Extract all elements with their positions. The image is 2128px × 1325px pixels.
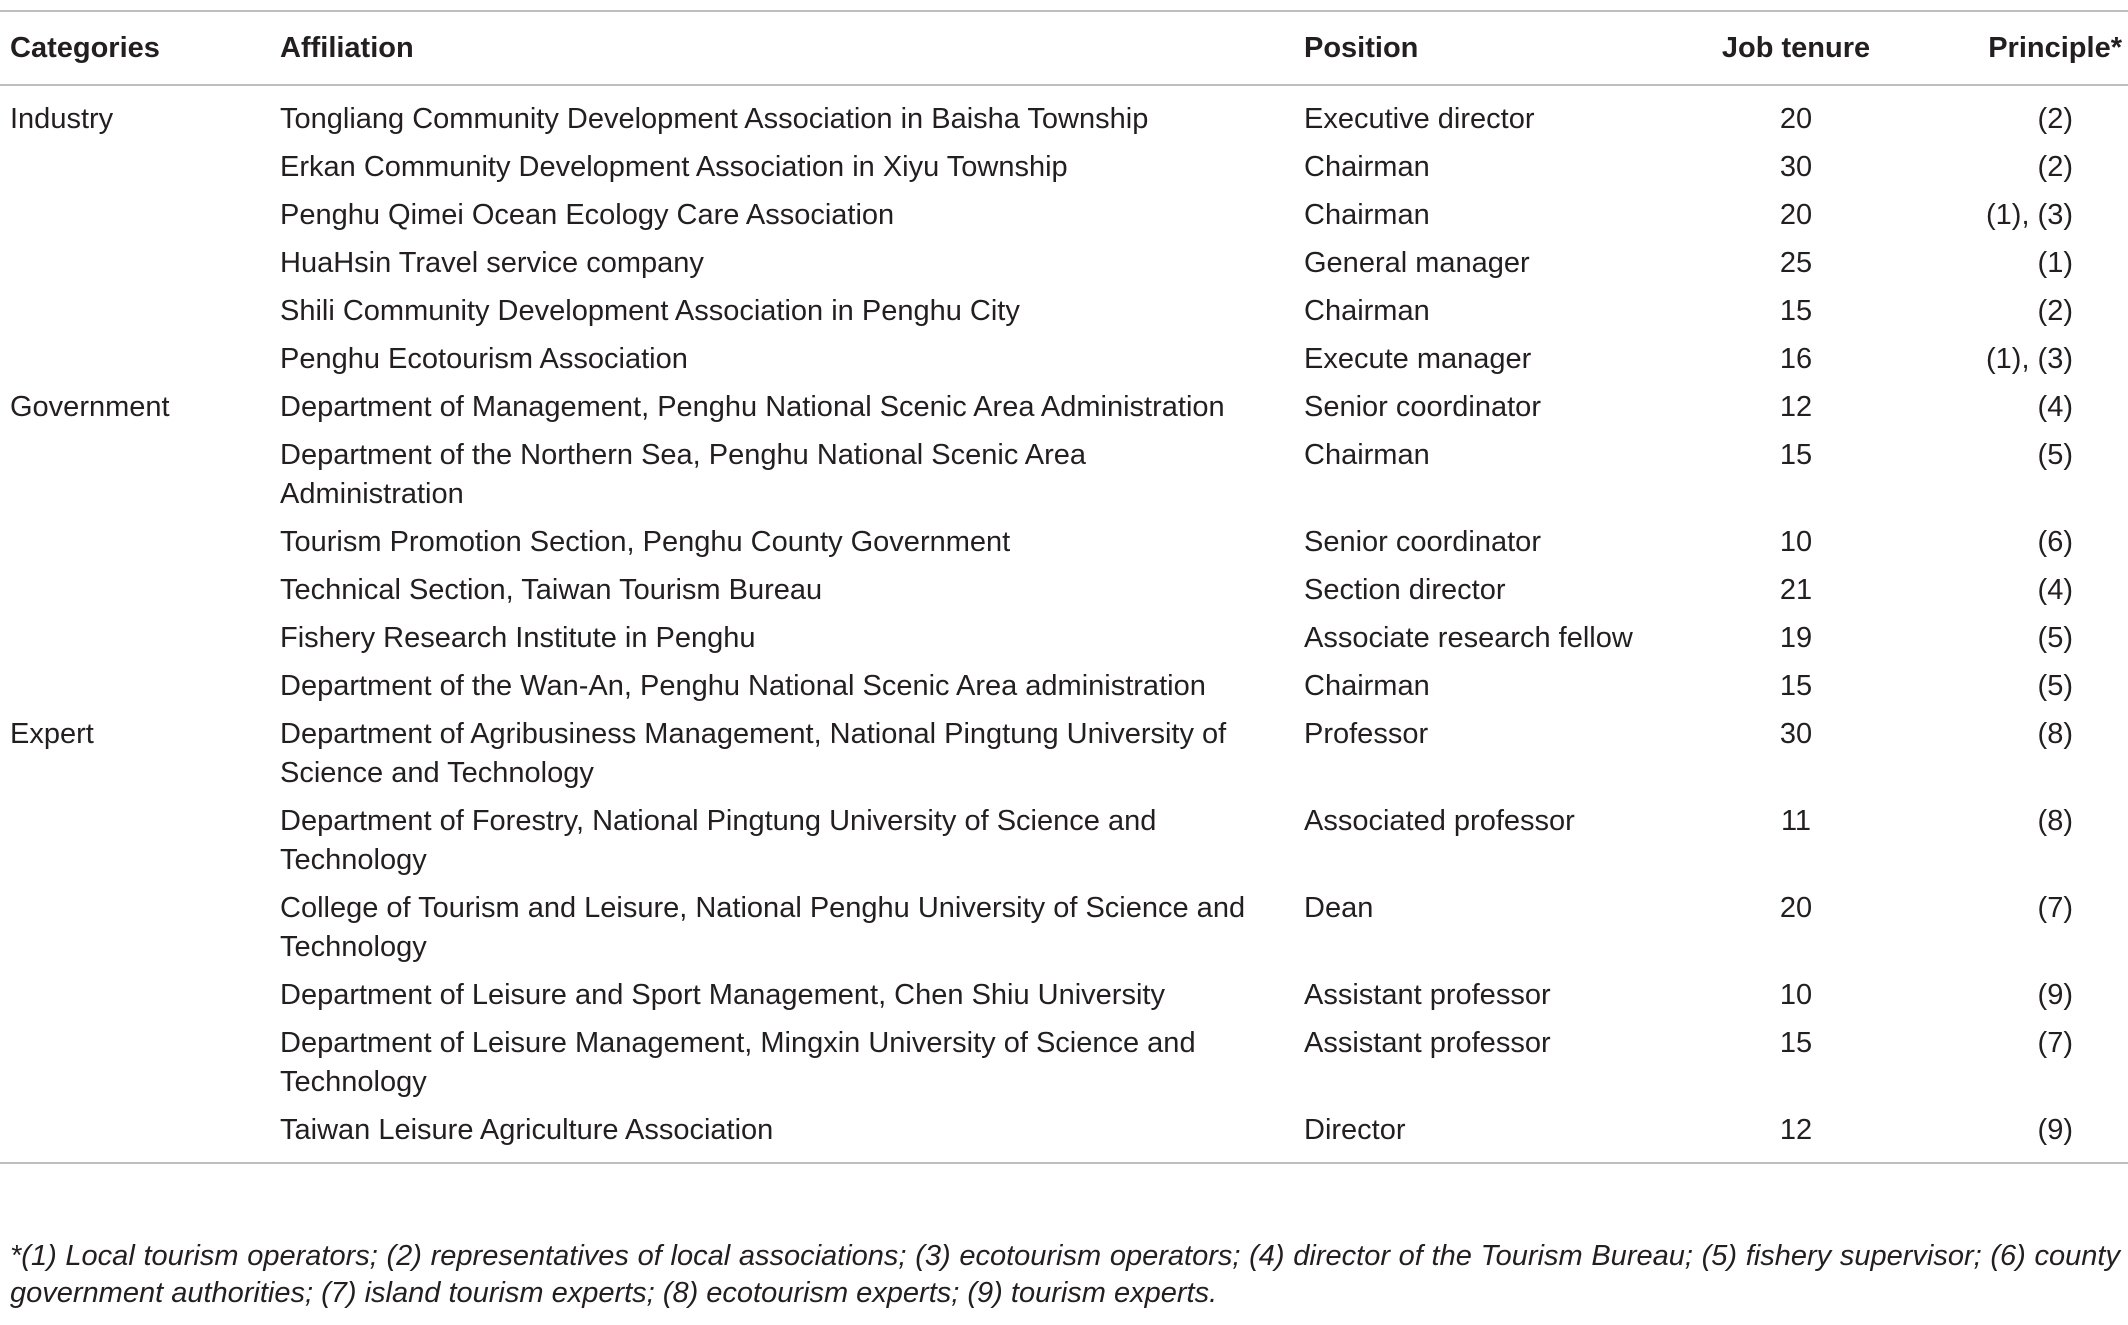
header-categories: Categories [10,32,160,64]
position-cell: Chairman [1304,670,1430,702]
principle-cell: (2) [2037,151,2073,183]
job-tenure-cell: 12 [1779,1114,1813,1146]
table-row [0,662,2128,710]
position-cell: Assistant professor [1304,979,1551,1011]
job-tenure-cell: 25 [1779,247,1813,279]
job-tenure-cell: 15 [1779,295,1813,327]
category-cell [0,287,270,335]
table-row [0,85,2128,143]
affiliation-cell: Penghu Ecotourism Association [280,343,688,375]
principle-cell: (8) [2037,805,2073,837]
position-cell: Senior coordinator [1304,526,1541,558]
job-tenure-cell: 21 [1779,574,1813,606]
affiliation-cell: Erkan Community Development Association in Xiyu Township [280,151,1068,183]
principle-cell: (1) [2037,247,2073,279]
affiliation-cell: Penghu Qimei Ocean Ecology Care Association [280,199,895,231]
header-job-tenure: Job tenure [1721,32,1871,64]
category-cell [0,431,270,518]
principle-cell: (8) [2037,718,2073,750]
principle-cell: (9) [2037,979,2073,1011]
position-cell: Dean [1304,892,1374,924]
position-cell: Chairman [1304,439,1430,471]
table-body [0,85,2128,1163]
principle-cell: (5) [2037,439,2073,471]
job-tenure-cell: 15 [1779,439,1813,471]
table-row [0,239,2128,287]
position-cell: Director [1304,1114,1406,1146]
affiliation-cell: College of Tourism and Leisure, National Penghu University of Science and Technology [280,892,1246,963]
affiliation-cell: Department of the Northern Sea, Penghu National Scenic Area Administration [280,439,1087,510]
table-header [0,11,2128,85]
header-affiliation: Affiliation [280,32,414,64]
job-tenure-cell: 10 [1779,979,1813,1011]
affiliation-cell: Tourism Promotion Section, Penghu County Government [280,526,1011,558]
job-tenure-cell: 11 [1780,805,1812,837]
affiliation-cell: Department of Forestry, National Pingtung University of Science and Technology [280,805,1157,876]
position-cell: Associate research fellow [1304,622,1633,654]
category-cell [0,884,270,971]
affiliation-cell: Department of Leisure Management, Mingxin University of Science and Technology [280,1027,1196,1098]
position-cell: Chairman [1304,151,1430,183]
principle-cell: (2) [2037,103,2073,135]
position-cell: General manager [1304,247,1530,279]
job-tenure-cell: 19 [1779,622,1813,654]
category-cell [0,239,270,287]
category-cell [0,191,270,239]
job-tenure-cell: 15 [1779,1027,1813,1059]
table-row [0,143,2128,191]
job-tenure-cell: 10 [1779,526,1813,558]
affiliation-cell: Taiwan Leisure Agriculture Association [280,1114,774,1146]
principle-cell: (5) [2037,622,2073,654]
principle-cell: (5) [2037,670,2073,702]
category-cell: Government [10,391,170,423]
position-cell: Assistant professor [1304,1027,1551,1059]
table-row [0,383,2128,431]
table-footnote: *(1) Local tourism operators; (2) representatives of local associations; (3) ecotourism operators; (4) director of the Tourism Bureau; (5) fishery supervisor; (6) county government authorities; (7) island tourism experts; (8) ecotourism experts; (9) tourism experts. [10,1240,2120,1309]
table-row [0,335,2128,383]
header-row [0,11,2128,85]
job-tenure-cell: 30 [1779,718,1813,750]
job-tenure-cell: 12 [1779,391,1813,423]
category-cell [0,614,270,662]
affiliation-cell: Shili Community Development Association in Penghu City [280,295,1020,327]
affiliation-cell: Technical Section, Taiwan Tourism Bureau [280,574,823,606]
table-row [0,971,2128,1019]
table-row [0,1019,2128,1106]
affiliation-cell: Fishery Research Institute in Penghu [280,622,756,654]
principle-cell: (7) [2037,892,2073,924]
job-tenure-cell: 20 [1779,103,1813,135]
principle-cell: (1), (3) [1986,199,2073,231]
table-row [0,710,2128,797]
job-tenure-cell: 20 [1779,892,1813,924]
header-position: Position [1304,32,1419,64]
position-cell: Professor [1304,718,1429,750]
job-tenure-cell: 16 [1779,343,1813,375]
category-cell [0,971,270,1019]
category-cell: Industry [10,103,114,135]
category-cell [0,518,270,566]
principle-cell: (2) [2037,295,2073,327]
position-cell: Section director [1304,574,1506,606]
category-cell [0,566,270,614]
header-principle: Principle* [1988,32,2122,64]
category-cell [0,797,270,884]
table-row [0,566,2128,614]
position-cell: Associated professor [1304,805,1575,837]
affiliation-cell: HuaHsin Travel service company [280,247,704,279]
category-cell [0,662,270,710]
principle-cell: (1), (3) [1986,343,2073,375]
expert-panel-table [0,10,2128,1164]
table-row [0,1106,2128,1163]
principle-cell: (4) [2037,391,2073,423]
position-cell: Chairman [1304,199,1430,231]
affiliation-cell: Department of Agribusiness Management, National Pingtung University of Science and Technology [280,718,1227,789]
position-cell: Execute manager [1304,343,1532,375]
position-cell: Executive director [1304,103,1535,135]
job-tenure-cell: 30 [1779,151,1813,183]
affiliation-cell: Tongliang Community Development Association in Baisha Township [280,103,1149,135]
job-tenure-cell: 15 [1779,670,1813,702]
affiliation-cell: Department of the Wan-An, Penghu National Scenic Area administration [280,670,1206,702]
position-cell: Senior coordinator [1304,391,1541,423]
category-cell [0,335,270,383]
position-cell: Chairman [1304,295,1430,327]
table-row [0,191,2128,239]
table-row [0,518,2128,566]
principle-cell: (4) [2037,574,2073,606]
principle-cell: (9) [2037,1114,2073,1146]
affiliation-cell: Department of Leisure and Sport Management, Chen Shiu University [280,979,1165,1011]
principle-cell: (7) [2037,1027,2073,1059]
table-row [0,884,2128,971]
category-cell [0,143,270,191]
table-row [0,614,2128,662]
category-cell [0,1106,270,1163]
principle-cell: (6) [2037,526,2073,558]
table-row [0,287,2128,335]
job-tenure-cell: 20 [1779,199,1813,231]
table-row [0,797,2128,884]
affiliation-cell: Department of Management, Penghu National Scenic Area Administration [280,391,1225,423]
category-cell: Expert [10,718,94,750]
category-cell [0,1019,270,1106]
table-row [0,431,2128,518]
